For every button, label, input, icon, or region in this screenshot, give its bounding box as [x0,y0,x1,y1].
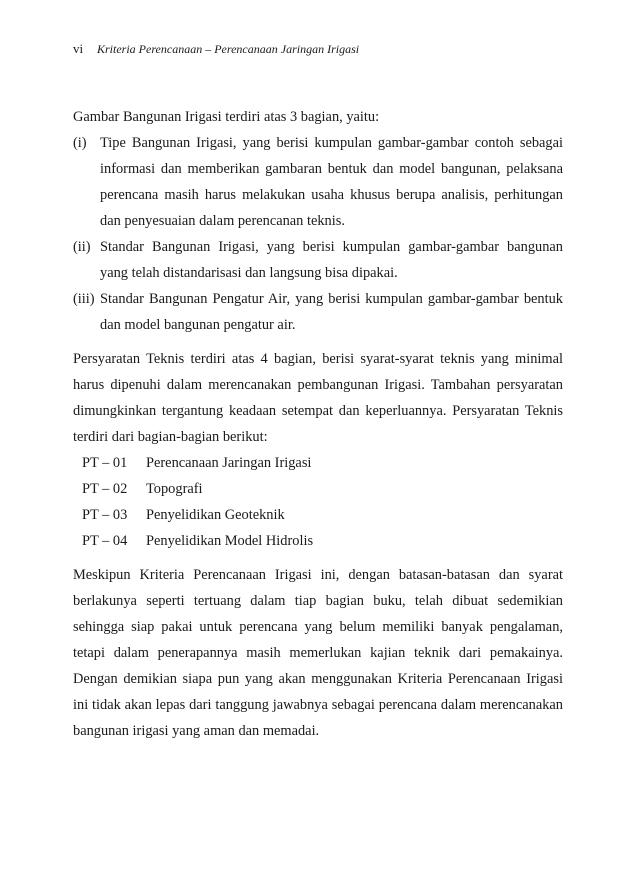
list-item-text: Tipe Bangunan Irigasi, yang berisi kumpulan gambar-gambar contoh sebagai informasi dan memberikan gambaran bentuk dan model bangunan, pelaksana perencana masih harus melakukan usaha khusus berupa analisis, perhitungan dan penyesuaian dalam perencanan teknis. [100,135,563,229]
pt-code: PT – 04 [82,533,128,549]
list-item [73,234,563,286]
pt-title: Penyelidikan Model Hidrolis [146,533,314,549]
list-marker: (i) [73,135,87,151]
pt-title: Perencanaan Jaringan Irigasi [146,455,312,471]
pt-code: PT – 03 [82,507,128,523]
technical-requirements-paragraph: Persyaratan Teknis terdiri atas 4 bagian, berisi syarat-syarat teknis yang minimal harus dipenuhi dalam merencanakan pembangunan Irigasi. Tambahan persyaratan dimungkinkan tergantung keadaan setempat dan keperluannya. Persyaratan Teknis terdiri dari bagian-bagian berikut: [73,351,563,445]
technical-requirements-list [82,450,563,554]
pt-code: PT – 01 [82,455,128,471]
list-marker: (iii) [73,291,95,307]
closing-paragraph: Meskipun Kriteria Perencanaan Irigasi ini, dengan batasan-batasan dan syarat berlakunya seperti tertuang dalam tiap bagian buku, telah dibuat sedemikian sehingga siap pakai untuk perencana yang belum memiliki banyak pengalaman, tetapi dalam penerapannya masih memerlukan kajian teknik dari pemakainya. Dengan demikian siapa pun yang akan menggunakan Kriteria Perencanaan Irigasi ini tidak akan lepas dari tanggung jawabnya sebagai perencana dalam merencanakan bangunan irigasi yang aman dan memadai. [73,567,563,739]
list-item [73,130,563,234]
pt-row [82,476,563,502]
pt-row [82,502,563,528]
intro-paragraph: Gambar Bangunan Irigasi terdiri atas 3 bagian, yaitu: [73,109,380,125]
drawing-parts-list [73,130,563,338]
list-marker: (ii) [73,239,91,255]
list-item-text: Standar Bangunan Irigasi, yang berisi kumpulan gambar-gambar bangunan yang telah distandarisasi dan langsung bisa dipakai. [100,239,563,281]
pt-row [82,450,563,476]
pt-code: PT – 02 [82,481,128,497]
running-title: Kriteria Perencanaan – Perencanaan Jaringan Irigasi [97,42,360,56]
pt-title: Topografi [146,481,203,497]
list-item [73,286,563,338]
page-header [73,41,359,57]
page-body [73,104,563,744]
page-number: vi [73,41,84,56]
pt-row [82,528,563,554]
pt-title: Penyelidikan Geoteknik [146,507,285,523]
list-item-text: Standar Bangunan Pengatur Air, yang berisi kumpulan gambar-gambar bentuk dan model bangunan pengatur air. [100,291,563,333]
